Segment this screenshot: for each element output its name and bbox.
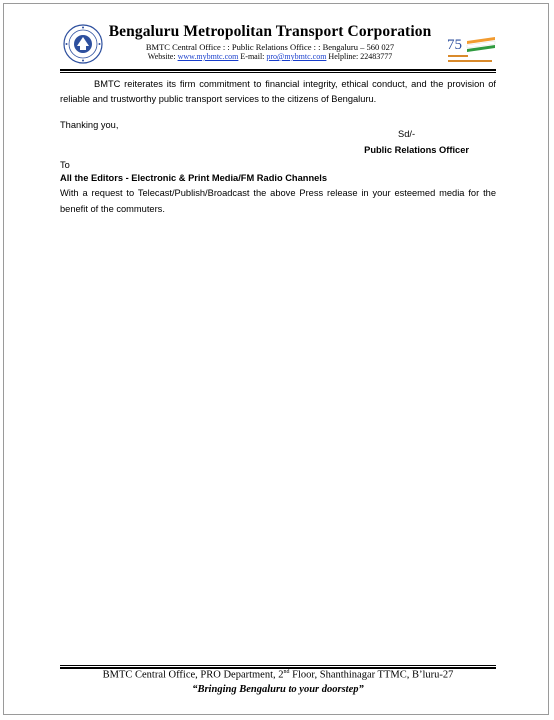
- signatory-title: Public Relations Officer: [364, 145, 469, 155]
- svg-text:75: 75: [447, 37, 462, 53]
- office-address: BMTC Central Office : : Public Relations Office : : Bengaluru – 560 027: [145, 42, 395, 52]
- page-border: [3, 3, 549, 715]
- footer-address-sup: nd: [283, 669, 290, 675]
- signature-mark: Sd/-: [398, 129, 416, 139]
- request-paragraph: With a request to Telecast/Publish/Broadcast the above Press release in your esteemed media for the benefit of the commuters.: [60, 188, 496, 214]
- helpline-text: Helpline: 22483777: [326, 52, 393, 61]
- header-divider-thin: [60, 72, 496, 73]
- footer-divider-thin: [60, 665, 496, 666]
- bmtc-seal-logo: [63, 24, 103, 64]
- header-divider: [60, 69, 496, 71]
- recipients-line: All the Editors - Electronic & Print Media/FM Radio Channels: [60, 173, 328, 183]
- amrit-mahotsav-logo: [445, 33, 497, 67]
- org-title: Bengaluru Metropolitan Transport Corporation: [108, 23, 432, 40]
- footer-address: [60, 669, 496, 681]
- footer-address-part1: BMTC Central Office, PRO Department, 2: [102, 669, 284, 681]
- footer-address-part2: Floor, Shanthinagar TTMC, B’luru-27: [289, 669, 454, 681]
- footer-tagline: “Bringing Bengaluru to your doorstep”: [192, 684, 364, 695]
- to-label: To: [60, 160, 70, 170]
- website-label: Website:: [147, 52, 178, 61]
- email-label: E-mail:: [238, 52, 267, 61]
- website-link[interactable]: www.mybmtc.com: [177, 52, 239, 61]
- email-link[interactable]: pro@mybmtc.com: [266, 52, 327, 61]
- commitment-paragraph: BMTC reiterates its firm commitment to financial integrity, ethical conduct, and the provision of reliable and trustworthy public transport services to the citizens of Bengaluru.: [60, 79, 496, 104]
- contact-line: [105, 52, 435, 61]
- closing-line: Thanking you,: [60, 120, 119, 130]
